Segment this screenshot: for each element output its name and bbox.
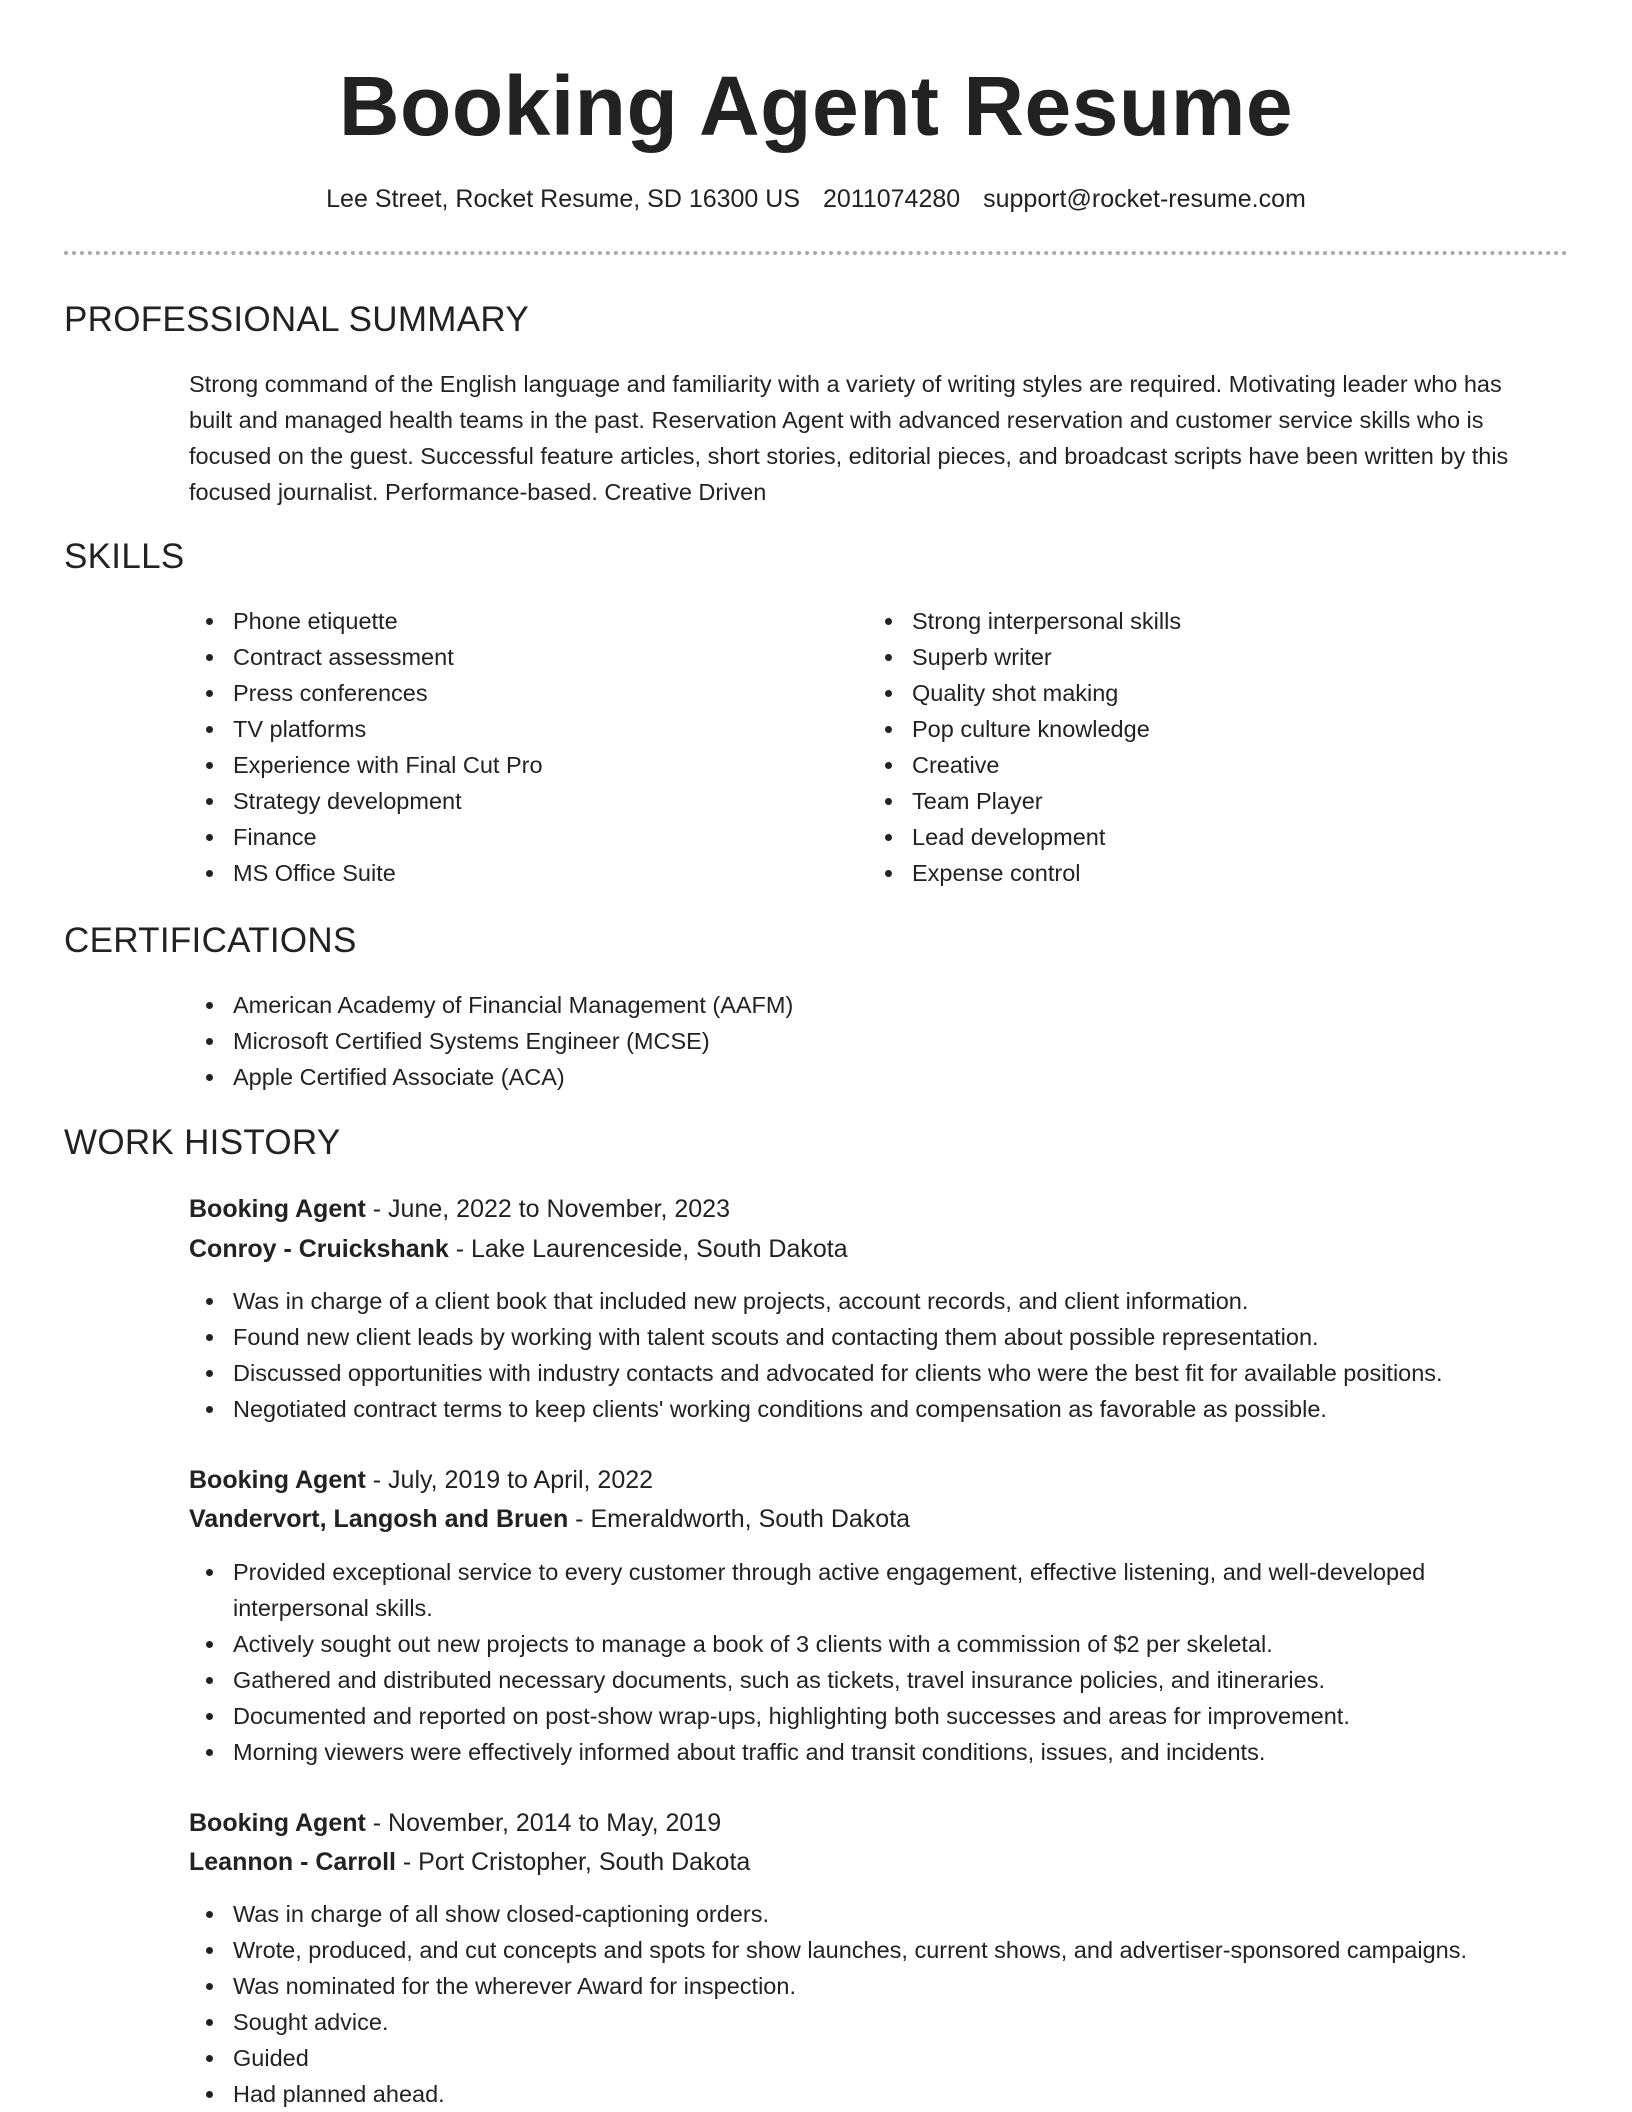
list-item: Experience with Final Cut Pro xyxy=(189,747,829,783)
list-item: Provided exceptional service to every customer through active engagement, effective listening, and well-developed interpersonal skills. xyxy=(189,1554,1519,1626)
job-dates: - July, 2019 to April, 2022 xyxy=(365,1466,654,1494)
list-item: Microsoft Certified Systems Engineer (MCSE) xyxy=(189,1023,1539,1059)
job-bullets xyxy=(189,1283,1569,1427)
job-title-line xyxy=(189,1463,653,1497)
list-item: Was in charge of a client book that included new projects, account records, and client information. xyxy=(189,1283,1569,1319)
list-item: Documented and reported on post-show wrap-ups, highlighting both successes and areas for improvement. xyxy=(189,1698,1519,1734)
list-item: American Academy of Financial Management (AAFM) xyxy=(189,987,1539,1023)
skills-heading: SKILLS xyxy=(64,537,185,576)
summary-text: Strong command of the English language and familiarity with a variety of writing styles are required. Motivating leader who has built and managed health teams in the past. Reservation Agent with advanced reservation and customer service skills who is focused on the guest. Successful feature articles, short stories, editorial pieces, and broadcast scripts have been written by this focused journalist. Performance-based. Creative Driven xyxy=(189,371,1509,505)
list-item: Apple Certified Associate (ACA) xyxy=(189,1059,1539,1095)
list-item: Finance xyxy=(189,819,829,855)
job-title: Booking Agent xyxy=(189,1809,366,1837)
job-title-line xyxy=(189,1806,721,1840)
list-item: Creative xyxy=(868,747,1508,783)
list-item: Discussed opportunities with industry contacts and advocated for clients who were the best fit for available positions. xyxy=(189,1355,1569,1391)
contact-address: Lee Street, Rocket Resume, SD 16300 US xyxy=(326,185,801,213)
list-item: Strategy development xyxy=(189,783,829,819)
list-item: Negotiated contract terms to keep clients' working conditions and compensation as favorable as possible. xyxy=(189,1391,1569,1427)
list-item: Phone etiquette xyxy=(189,603,829,639)
list-item: Team Player xyxy=(868,783,1508,819)
skills-list-right xyxy=(868,603,1508,891)
list-item: Lead development xyxy=(868,819,1508,855)
list-item: Superb writer xyxy=(868,639,1508,675)
job-location: - Port Cristopher, South Dakota xyxy=(395,1848,751,1876)
job-bullets xyxy=(189,1896,1589,2112)
resume-title: Booking Agent Resume xyxy=(338,59,1294,153)
list-item: Actively sought out new projects to manage a book of 3 clients with a commission of $2 per skeletal. xyxy=(189,1626,1519,1662)
job-company-line xyxy=(189,1232,848,1266)
list-item: Was nominated for the wherever Award for inspection. xyxy=(189,1968,1589,2004)
list-item: Guided xyxy=(189,2040,1589,2076)
work-history-heading: WORK HISTORY xyxy=(64,1123,341,1162)
contact-phone: 2011074280 xyxy=(822,185,961,213)
job-company-line xyxy=(189,1502,910,1536)
job-dates: - June, 2022 to November, 2023 xyxy=(365,1195,730,1223)
contact-line xyxy=(0,183,1632,215)
job-company: Leannon - Carroll xyxy=(189,1848,396,1876)
list-item: Sought advice. xyxy=(189,2004,1589,2040)
list-item: Expense control xyxy=(868,855,1508,891)
job-company: Conroy - Cruickshank xyxy=(189,1235,449,1263)
header-divider xyxy=(64,251,1568,255)
job-company: Vandervort, Langosh and Bruen xyxy=(189,1505,569,1533)
summary-heading: PROFESSIONAL SUMMARY xyxy=(64,300,529,339)
list-item: Morning viewers were effectively informed about traffic and transit conditions, issues, and incidents. xyxy=(189,1734,1519,1770)
list-item: TV platforms xyxy=(189,711,829,747)
list-item: Quality shot making xyxy=(868,675,1508,711)
list-item: Gathered and distributed necessary documents, such as tickets, travel insurance policies, and itineraries. xyxy=(189,1662,1519,1698)
job-location: - Emeraldworth, South Dakota xyxy=(568,1505,911,1533)
job-company-line xyxy=(189,1845,750,1879)
job-title: Booking Agent xyxy=(189,1466,366,1494)
list-item: Was in charge of all show closed-captioning orders. xyxy=(189,1896,1589,1932)
job-location: - Lake Laurenceside, South Dakota xyxy=(448,1235,848,1263)
list-item: Strong interpersonal skills xyxy=(868,603,1508,639)
contact-email: support@rocket-resume.com xyxy=(983,185,1306,213)
list-item: Contract assessment xyxy=(189,639,829,675)
list-item: Had planned ahead. xyxy=(189,2076,1589,2112)
job-dates: - November, 2014 to May, 2019 xyxy=(365,1809,722,1837)
list-item: Found new client leads by working with talent scouts and contacting them about possible representation. xyxy=(189,1319,1569,1355)
job-title-line xyxy=(189,1192,730,1226)
job-bullets xyxy=(189,1554,1519,1770)
job-title: Booking Agent xyxy=(189,1195,366,1223)
list-item: Wrote, produced, and cut concepts and spots for show launches, current shows, and advertiser-sponsored campaigns. xyxy=(189,1932,1589,1968)
certifications-list xyxy=(189,987,1539,1095)
list-item: Pop culture knowledge xyxy=(868,711,1508,747)
skills-list-left xyxy=(189,603,829,891)
list-item: Press conferences xyxy=(189,675,829,711)
list-item: MS Office Suite xyxy=(189,855,829,891)
certifications-heading: CERTIFICATIONS xyxy=(64,921,357,960)
